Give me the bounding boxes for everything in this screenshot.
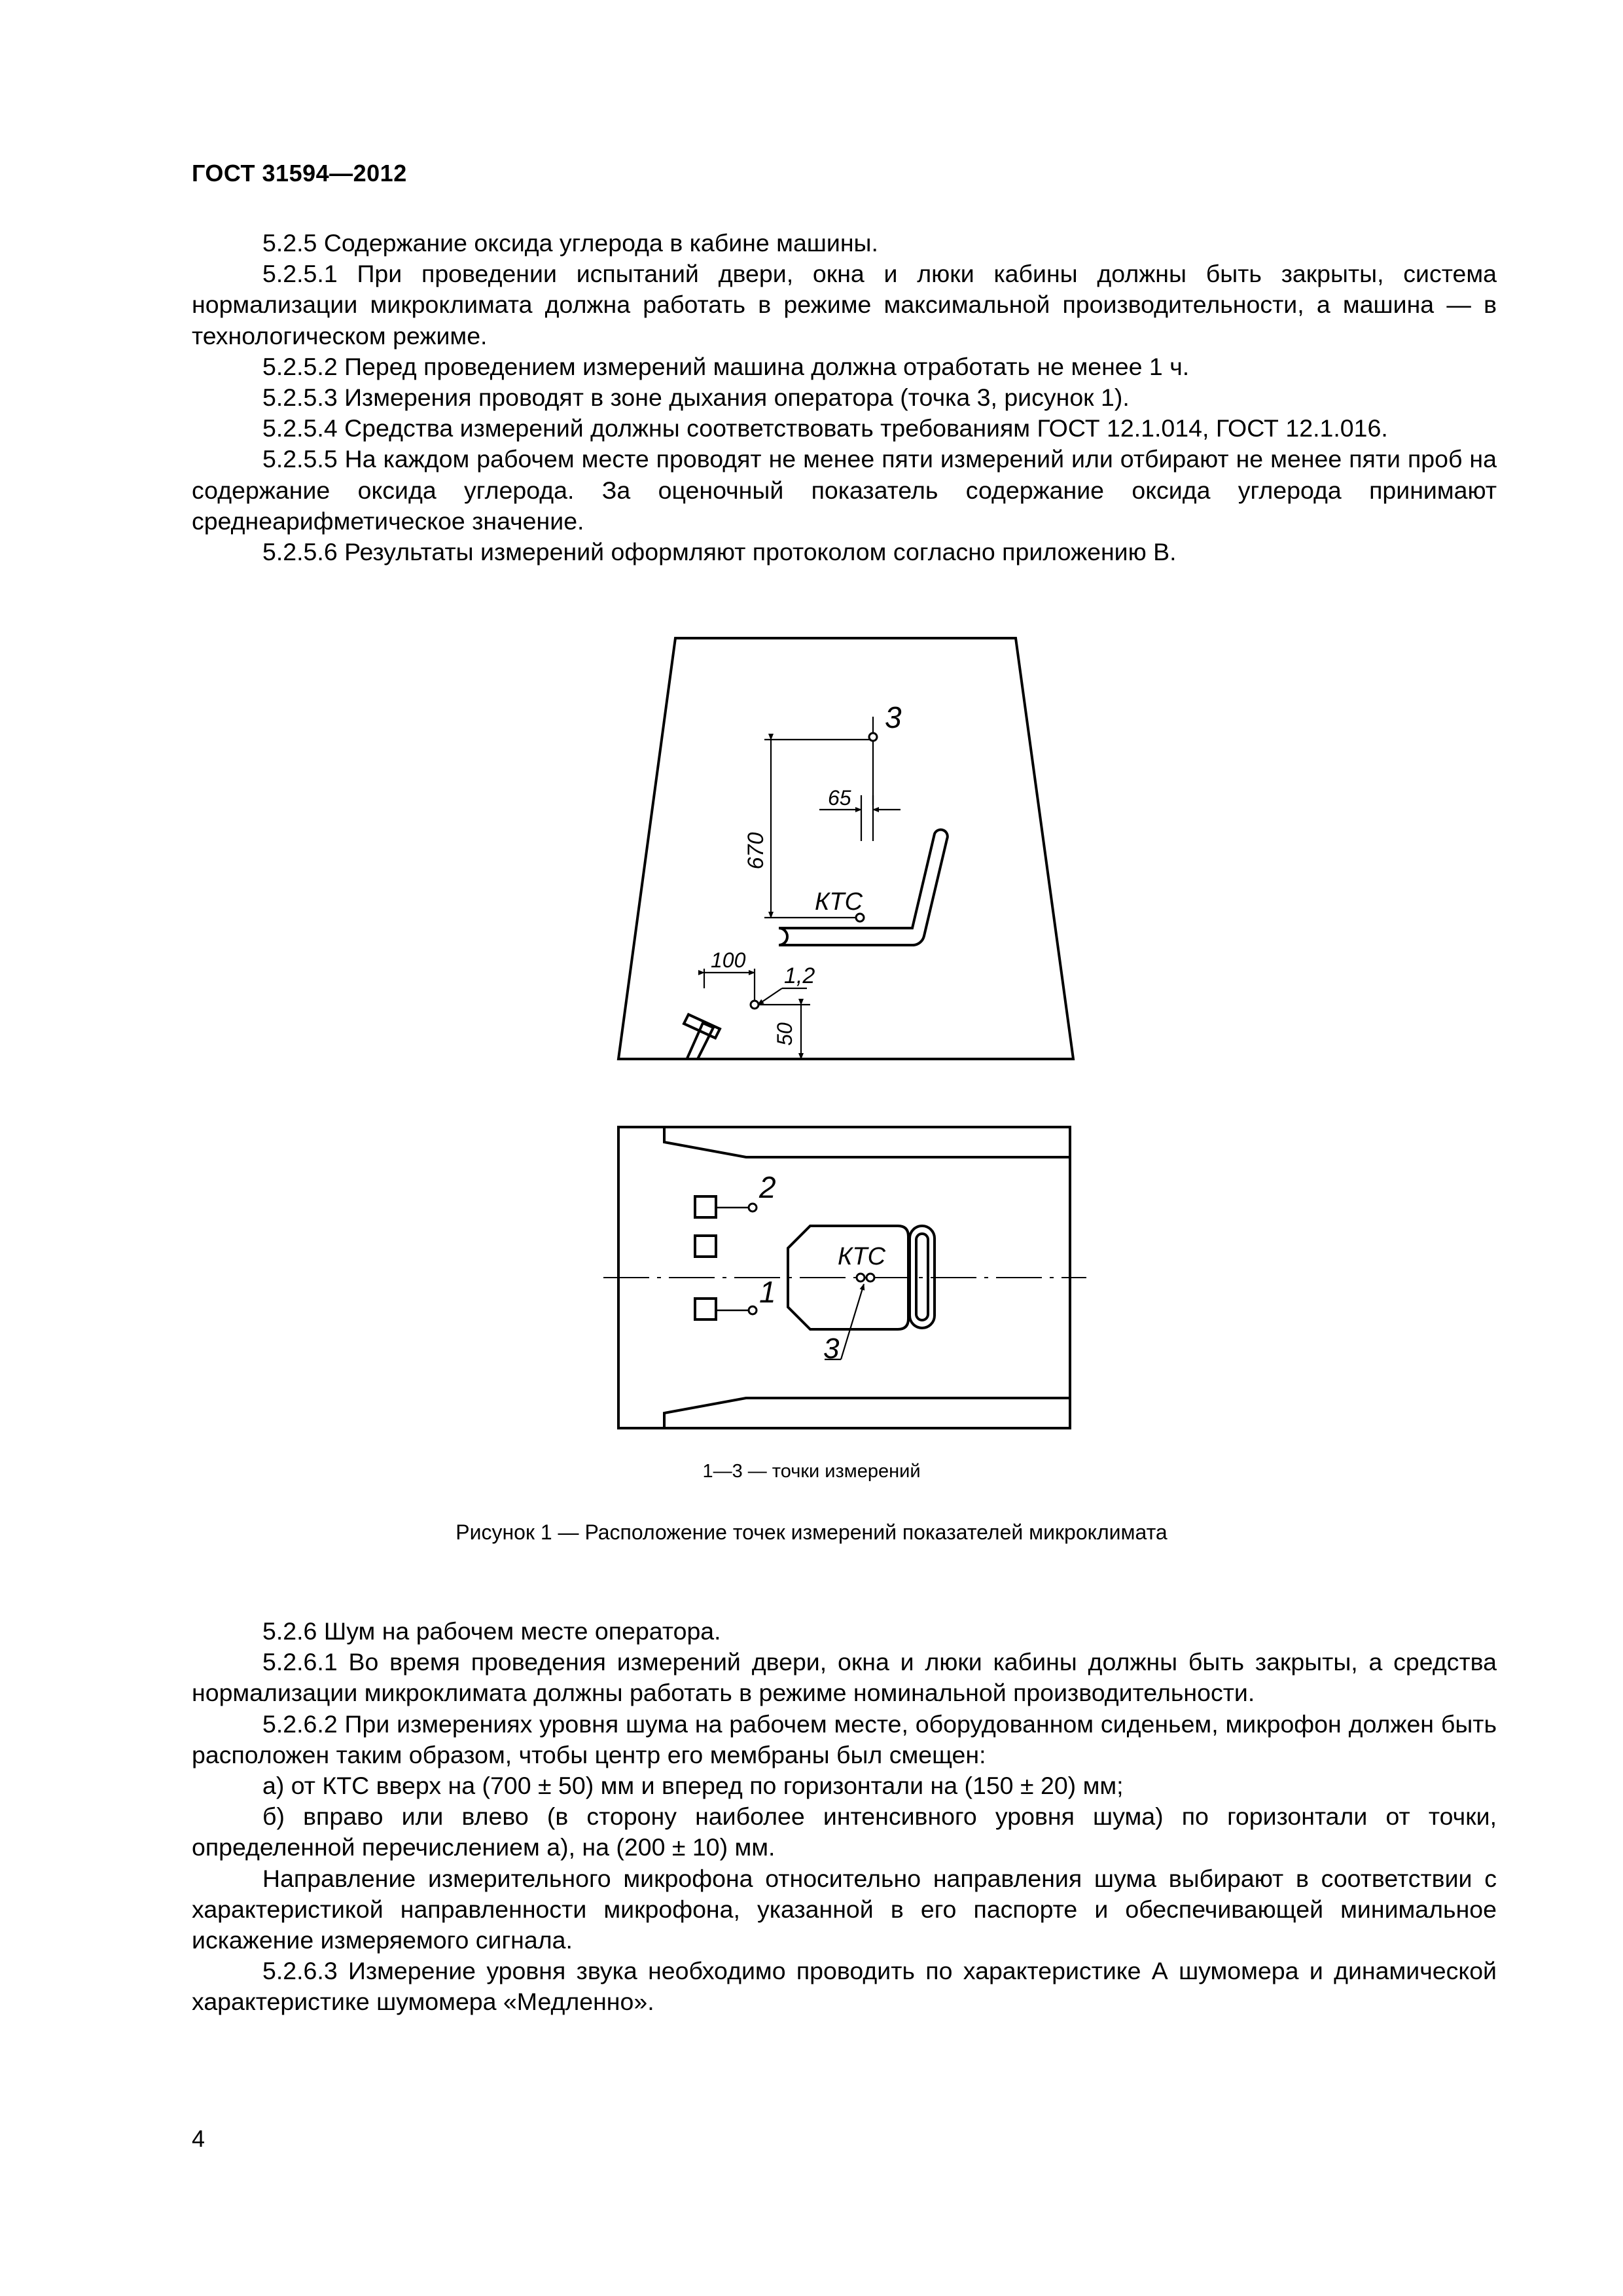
paragraph: 5.2.5.6 Результаты измерений оформляют протоколом согласно приложению В. xyxy=(262,538,1177,566)
dimension-65: 65 xyxy=(828,786,851,810)
paragraph: 5.2.5 Содержание оксида углерода в кабине машины. xyxy=(262,229,878,257)
list-item-b: б) вправо или влево (в сторону наиболее интенсивного уровня шума) по горизонтали от точки, определенной перечислением а), на (200 ± 10) мм. xyxy=(192,1803,1497,1861)
paragraph: 5.2.6 Шум на рабочем месте оператора. xyxy=(262,1617,721,1645)
page-number: 4 xyxy=(192,2125,205,2152)
control-lever xyxy=(684,1014,720,1059)
point-1-label: 1 xyxy=(759,1275,776,1309)
seat-label-top: КТС xyxy=(838,1243,886,1270)
point-12-label: 1,2 xyxy=(784,963,815,988)
dimension-50: 50 xyxy=(773,1022,796,1046)
figure-caption: Рисунок 1 — Расположение точек измерений показателей микроклимата xyxy=(455,1520,1168,1544)
point-3-label: 3 xyxy=(885,700,902,734)
paragraph: Направление измерительного микрофона относительно направления шума выбирают в соответствии с характеристикой направленности микрофона, указанной в его паспорте и обеспечивающей минимальное искажение измеряемого сигнала. xyxy=(192,1864,1497,1954)
paragraph: 5.2.5.4 Средства измерений должны соответствовать требованиям ГОСТ 12.1.014, ГОСТ 12.1.016. xyxy=(262,414,1388,442)
pedals xyxy=(695,1196,753,1319)
paragraph: 5.2.6.1 Во время проведения измерений двери, окна и люки кабины должны быть закрыты, а средства нормализации микроклимата должны работать в режиме номинальной производительности. xyxy=(192,1648,1497,1707)
point-3-label-top: 3 xyxy=(823,1333,840,1365)
paragraph: 5.2.6.2 При измерениях уровня шума на рабочем месте, оборудованном сиденьем, микрофон должен быть расположен таким образом, чтобы центр его мембраны был смещен: xyxy=(192,1710,1497,1768)
figure-legend: 1—3 — точки измерений xyxy=(702,1461,921,1482)
seat-side-view xyxy=(779,830,948,945)
dimension-lines xyxy=(704,717,901,1059)
dimension-670: 670 xyxy=(743,832,768,870)
seat-label-side: КТС xyxy=(815,888,863,916)
cabin-side-view xyxy=(618,638,1073,1059)
paragraph: 5.2.5.1 При проведении испытаний двери, окна и люки кабины должны быть закрыты, система нормализации микроклимата должна работать в режиме максимальной производительности, а машина — в технологическом режиме. xyxy=(192,260,1497,350)
document-header: ГОСТ 31594—2012 xyxy=(192,160,407,187)
point-2-label: 2 xyxy=(759,1170,776,1204)
dimension-100: 100 xyxy=(711,948,746,972)
paragraph: 5.2.5.2 Перед проведением измерений машина должна отработать не менее 1 ч. xyxy=(262,352,1190,380)
paragraph: 5.2.5.3 Измерения проводят в зоне дыхания оператора (точка 3, рисунок 1). xyxy=(262,384,1130,412)
paragraph: 5.2.5.5 На каждом рабочем месте проводят не менее пяти измерений или отбирают не менее пяти проб на содержание оксида углерода. За оценочный показатель содержание оксида углерода принимают среднеарифметическое значение. xyxy=(192,445,1497,535)
paragraph: 5.2.6.3 Измерение уровня звука необходимо проводить по характеристике А шумомера и динамической характеристике шумомера «Медленно». xyxy=(192,1957,1497,2016)
section-5-2-6 xyxy=(192,1616,1497,2018)
list-item-a: а) от КТС вверх на (700 ± 50) мм и вперед по горизонтали на (150 ± 20) мм; xyxy=(262,1772,1124,1800)
